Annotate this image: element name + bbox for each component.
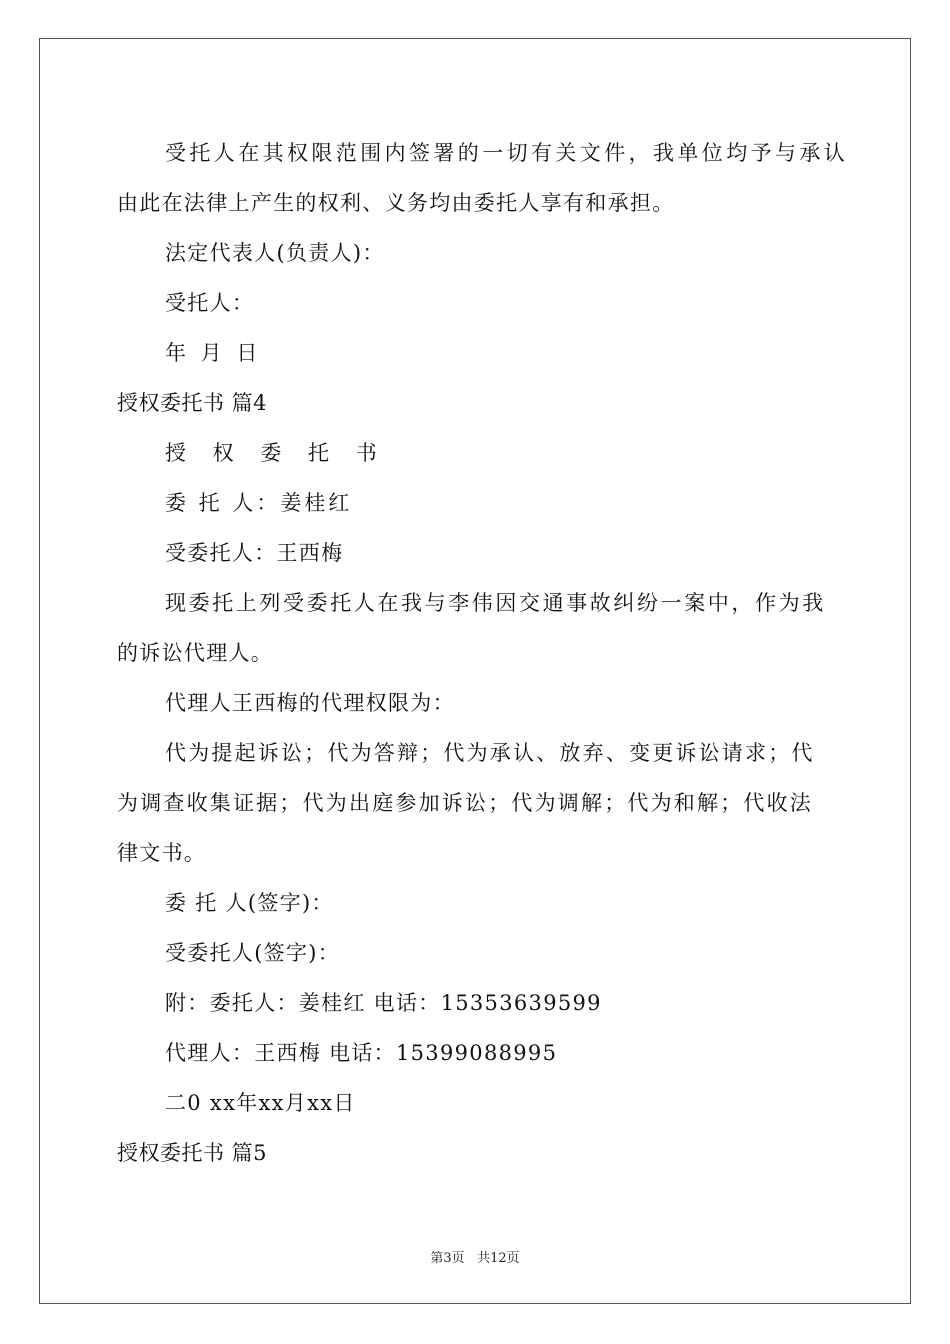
trustee-line: 受托人： <box>165 291 255 315</box>
principal-signature-line: 委 托 人(签字)： <box>165 891 334 915</box>
principal-contact-line: 附：委托人：姜桂红 电话：15353639599 <box>165 991 602 1015</box>
principal-line: 委 托 人：姜桂红 <box>165 491 353 515</box>
paragraph-line: 代为提起诉讼；代为答辩；代为承认、放弃、变更诉讼请求；代 <box>165 741 815 765</box>
agent-signature-line: 受委托人(签字)： <box>165 941 341 965</box>
legal-representative-line: 法定代表人(负责人)： <box>165 241 385 265</box>
signing-date-line: 二0 xx年xx月xx日 <box>165 1091 356 1115</box>
document-body <box>117 128 849 1178</box>
document-title: 授 权 委 托 书 <box>165 441 387 465</box>
paragraph-line: 的诉讼代理人。 <box>117 641 274 665</box>
agent-authority-line: 代理人王西梅的代理权限为： <box>165 691 455 715</box>
page-total: 共12页 <box>477 1251 520 1266</box>
paragraph-line: 律文书。 <box>117 841 207 865</box>
agent-line: 受委托人：王西梅 <box>165 541 344 565</box>
paragraph-line: 为调查收集证据；代为出庭参加诉讼；代为调解；代为和解；代收法 <box>117 791 813 815</box>
page-footer <box>0 1247 950 1266</box>
paragraph-line: 现委托上列受委托人在我与李伟因交通事故纠纷一案中，作为我 <box>165 591 826 615</box>
section-heading: 授权委托书 篇5 <box>117 1141 268 1165</box>
paragraph-line: 受托人在其权限范围内签署的一切有关文件，我单位均予与承认 <box>165 141 849 165</box>
agent-contact-line: 代理人：王西梅 电话：15399088995 <box>165 1041 558 1065</box>
page-number: 第3页 <box>430 1251 465 1266</box>
paragraph-line: 由此在法律上产生的权利、义务均由委托人享有和承担。 <box>117 191 675 215</box>
date-line: 年 月 日 <box>165 341 262 365</box>
section-heading: 授权委托书 篇4 <box>117 391 268 415</box>
